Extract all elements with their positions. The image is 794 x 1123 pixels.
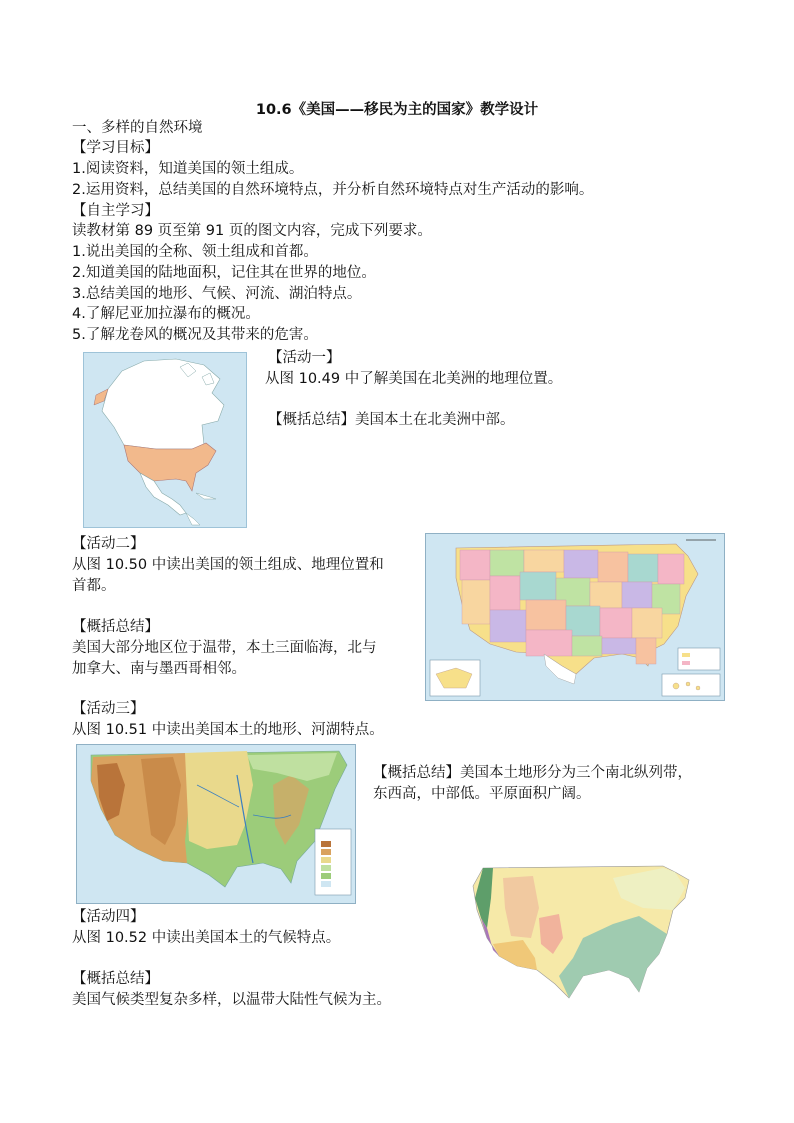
activity2-summary: 美国大部分地区位于温带，本土三面临海，北与	[72, 640, 377, 656]
us-climate-map	[463, 858, 703, 1004]
activity4-text: 从图 10.52 中读出美国本土的气候特点。	[72, 930, 341, 946]
self-study-item: 5.了解龙卷风的概况及其带来的危害。	[72, 327, 318, 343]
self-study-item: 3.总结美国的地形、气候、河流、湖泊特点。	[72, 286, 362, 302]
self-study-intro: 读教材第 89 页至第 91 页的图文内容，完成下列要求。	[72, 223, 432, 239]
section-heading: 一、多样的自然环境	[72, 120, 203, 136]
goal-item: 2.运用资料，总结美国的自然环境特点，并分析自然环境特点对生产活动的影响。	[72, 182, 594, 198]
self-study-item: 2.知道美国的陆地面积，记住其在世界的地位。	[72, 265, 376, 281]
self-study-item: 4.了解尼亚加拉瀑布的概况。	[72, 306, 260, 322]
activity3-summary: 东西高，中部低。平原面积广阔。	[373, 786, 591, 802]
activity2-text: 首都。	[72, 578, 116, 594]
us-terrain-map	[76, 744, 356, 904]
activity2-summary: 加拿大、南与墨西哥相邻。	[72, 661, 246, 677]
north-america-map	[83, 352, 247, 528]
activity3-summary: 【概括总结】美国本土地形分为三个南北纵列带，	[373, 765, 692, 781]
self-study-heading: 【自主学习】	[72, 203, 159, 219]
us-political-map	[425, 533, 725, 701]
activity1-text: 从图 10.49 中了解美国在北美洲的地理位置。	[265, 371, 563, 387]
activity1-heading: 【活动一】	[268, 350, 341, 366]
goals-heading: 【学习目标】	[72, 140, 159, 156]
activity4-summary: 美国气候类型复杂多样，以温带大陆性气候为主。	[72, 992, 391, 1008]
self-study-item: 1.说出美国的全称、领土组成和首都。	[72, 244, 318, 260]
activity3-text: 从图 10.51 中读出美国本土的地形、河湖特点。	[72, 722, 384, 738]
activity3-heading: 【活动三】	[72, 701, 145, 717]
activity1-summary: 【概括总结】美国本土在北美洲中部。	[268, 412, 515, 428]
activity4-heading: 【活动四】	[72, 909, 145, 925]
goal-item: 1.阅读资料，知道美国的领土组成。	[72, 161, 304, 177]
activity2-text: 从图 10.50 中读出美国的领土组成、地理位置和	[72, 557, 384, 573]
page-title: 10.6《美国——移民为主的国家》教学设计	[255, 102, 539, 118]
activity2-summary-heading: 【概括总结】	[72, 619, 159, 635]
activity4-summary-heading: 【概括总结】	[72, 971, 159, 987]
activity2-heading: 【活动二】	[72, 536, 145, 552]
